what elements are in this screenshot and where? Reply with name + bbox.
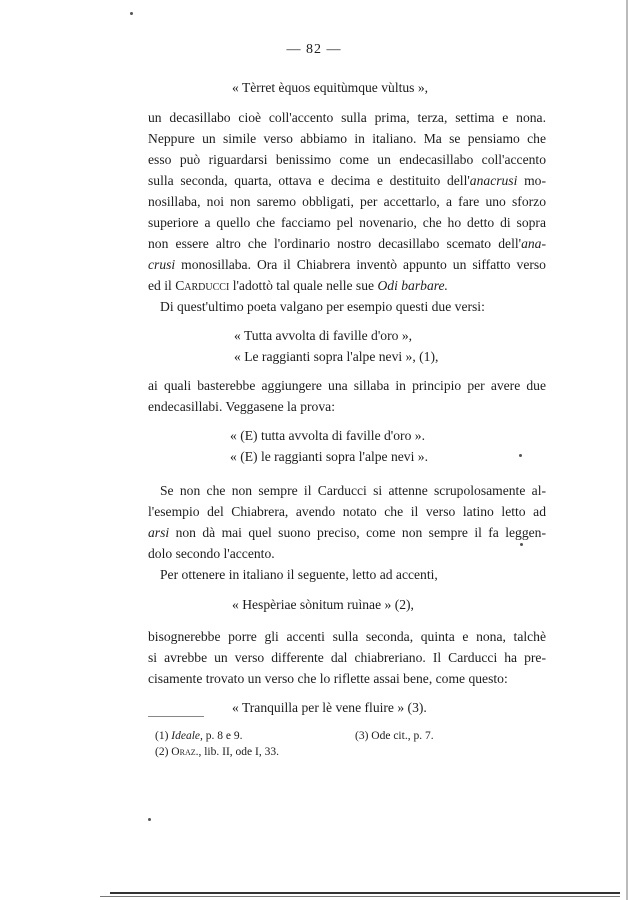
verse-quote: « (E) le raggianti sopra l'alpe nevi ».: [230, 449, 428, 464]
verse-quote-latin-2: « Hespèriae sònitum ruìnae » (2),: [232, 597, 414, 612]
ink-speck: [130, 12, 133, 15]
text-run: mo-: [524, 173, 546, 188]
body-line: l'esempio del Chiabrera, avendo notato che il verso latino letto ad: [148, 504, 546, 519]
verse-quote-latin-1: « Tèrret èquos equitùmque vùltus »,: [232, 80, 429, 95]
verse-quote: « Tutta avvolta di faville d'oro »,: [234, 328, 413, 343]
body-line: cisamente trovato un verso che lo riflette assai bene, come questo:: [148, 671, 508, 686]
text-run: l'adottò tal quale nelle sue: [232, 278, 375, 293]
italic-term: anacrusi: [469, 173, 518, 188]
footnote-rule: [148, 716, 204, 717]
body-line: [148, 525, 546, 541]
footnote-marker: (1): [155, 730, 169, 742]
body-line: nosillaba, noi non saremo obbligati, per accettarlo, a fare uno sforzo: [148, 194, 546, 209]
body-line: Se non che non sempre il Carducci si attenne scrupolosamente al-: [160, 483, 546, 498]
author-name: Carducci: [175, 278, 230, 293]
text-run: non dà mai quel suono preciso, come non sempre il fa leggen-: [175, 525, 547, 540]
italic-term: ana-: [521, 236, 546, 251]
italic-title: Odi barbare.: [377, 278, 448, 293]
footnote-1: [155, 730, 243, 742]
page-edge-line: [110, 892, 620, 894]
italic-term: crusi: [148, 257, 176, 272]
body-line: Per ottenere in italiano il seguente, letto ad accenti,: [160, 567, 438, 582]
body-line: superiore a quello che facciamo pel novenario, che ho detto di sopra: [148, 215, 546, 230]
body-line: endecasillabi. Veggasene la prova:: [148, 399, 335, 414]
footnote-title: Ideale,: [171, 730, 203, 742]
text-run: monosillaba. Ora il Chiabrera inventò appunto un siffatto verso: [181, 257, 546, 272]
body-line: un decasillabo cioè coll'accento sulla prima, terza, settima e nona.: [148, 110, 546, 125]
body-line: Di quest'ultimo poeta valgano per esempio questi due versi:: [160, 299, 485, 314]
footnote-abbr: Oraz.,: [171, 746, 202, 758]
ink-speck: [520, 543, 523, 546]
page-edge-line: [100, 896, 620, 897]
footnote-text: p. 8 e 9.: [205, 730, 243, 742]
italic-term: arsi: [148, 525, 170, 540]
footnote-3: (3) Ode cit., p. 7.: [355, 730, 434, 742]
body-line: ai quali basterebbe aggiungere una sillaba in principio per avere due: [148, 378, 546, 393]
body-line: Neppure un simile verso abbiamo in italiano. Ma se pensiamo che: [148, 131, 546, 146]
text-run: ed il: [148, 278, 172, 293]
verse-quote: « Tranquilla per lè vene fluire » (3).: [232, 700, 427, 715]
body-line: [148, 173, 546, 189]
body-line: bisognerebbe porre gli accenti sulla seconda, quinta e nona, talchè: [148, 629, 546, 644]
text-run: sulla seconda, quarta, ottava e decima e destituito dell': [148, 173, 470, 188]
footnote-marker: (2): [155, 746, 169, 758]
body-line: [148, 278, 546, 294]
text-run: non essere altro che l'ordinario nostro decasillabo scemato dell': [148, 236, 522, 251]
body-line: dolo secondo l'accento.: [148, 546, 275, 561]
body-line: si avrebbe un verso differente dal chiabreriano. Il Carducci ha pre-: [148, 650, 546, 665]
verse-quote: « Le raggianti sopra l'alpe nevi », (1),: [234, 349, 439, 364]
body-line: esso può riguardarsi benissimo come un endecasillabo coll'accento: [148, 152, 546, 167]
verse-quote: « (E) tutta avvolta di faville d'oro ».: [230, 428, 425, 443]
ink-speck: [519, 454, 522, 457]
footnote-2: [155, 746, 279, 758]
footnote-text: lib. II, ode I, 33.: [204, 746, 279, 758]
body-line: [148, 257, 546, 273]
page-number: — 82 —: [286, 42, 342, 57]
body-line: [148, 236, 546, 252]
ink-speck: [148, 818, 151, 821]
